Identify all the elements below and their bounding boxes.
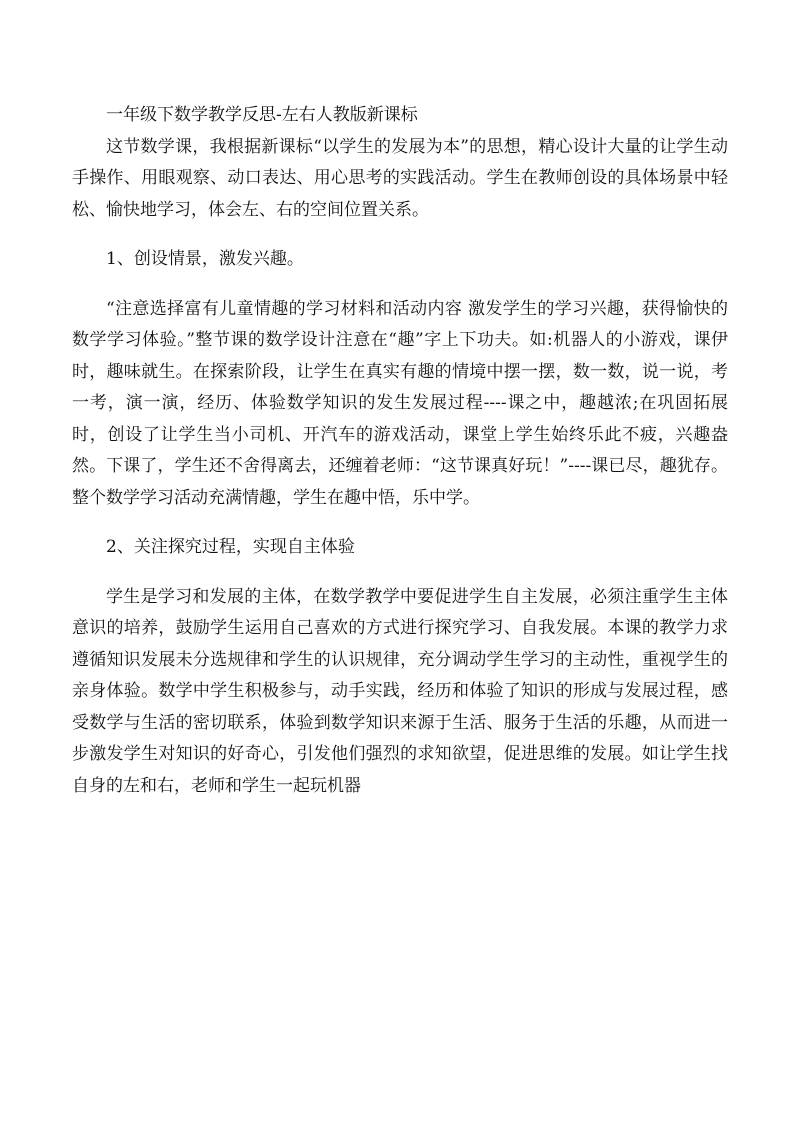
- section-1-paragraph: “注意选择富有儿童情趣的学习材料和活动内容 激发学生的学习兴趣，获得愉快的数学学习体验。”整节课的数学设计注意在“趣”字上下功夫。如:机器人的小游戏，课伊时，趣味就生。在探索阶段，让学生在真实有趣的情境中摆一摆，数一数，说一说，考一考，演一演，经历、体验数学知识的发生发展过程----课之中，趣越浓;在巩固拓展时，创设了让学生当小司机、开汽车的游戏活动，课堂上学生始终乐此不疲，兴趣盎然。下课了，学生还不舍得离去，还缠着老师：“这节课真好玩！”----课已尽，趣犹存。整个数学学习活动充满情趣，学生在趣中悟，乐中学。: [72, 298, 728, 508]
- document-title: 一年级下数学教学反思-左右人教版新课标: [106, 105, 418, 125]
- spacer: [72, 276, 728, 294]
- intro-paragraph: 这节数学课，我根据新课标“以学生的发展为本”的思想，精心设计大量的让学生动手操作、用眼观察、动口表达、用心思考的实践活动。学生在教师创设的具体场景中轻松、愉快地学习，体会左、右的空间位置关系。: [72, 136, 728, 220]
- spacer: [72, 226, 728, 244]
- section-1-heading: 1、创设情景，激发兴趣。: [106, 249, 304, 269]
- section-2-heading: 2、关注探究过程，实现自主体验: [106, 537, 355, 557]
- section-2-paragraph: 学生是学习和发展的主体，在数学教学中要促进学生自主发展，必须注重学生主体意识的培养，鼓励学生运用自己喜欢的方式进行探究学习、自我发展。本课的教学力求遵循知识发展未分选规律和学生的认识规律，充分调动学生学习的主动性，重视学生的亲身体验。数学中学生积极参与，动手实践，经历和体验了知识的形成与发展过程，感受数学与生活的密切联系，体验到数学知识来源于生活、服务于生活的乐趣，从而进一步激发学生对知识的好奇心，引发他们强烈的求知欲望，促进思维的发展。如让学生找自身的左和右，老师和学生一起玩机器: [72, 586, 728, 796]
- document-body: [72, 100, 728, 802]
- spacer: [72, 564, 728, 582]
- spacer: [72, 514, 728, 532]
